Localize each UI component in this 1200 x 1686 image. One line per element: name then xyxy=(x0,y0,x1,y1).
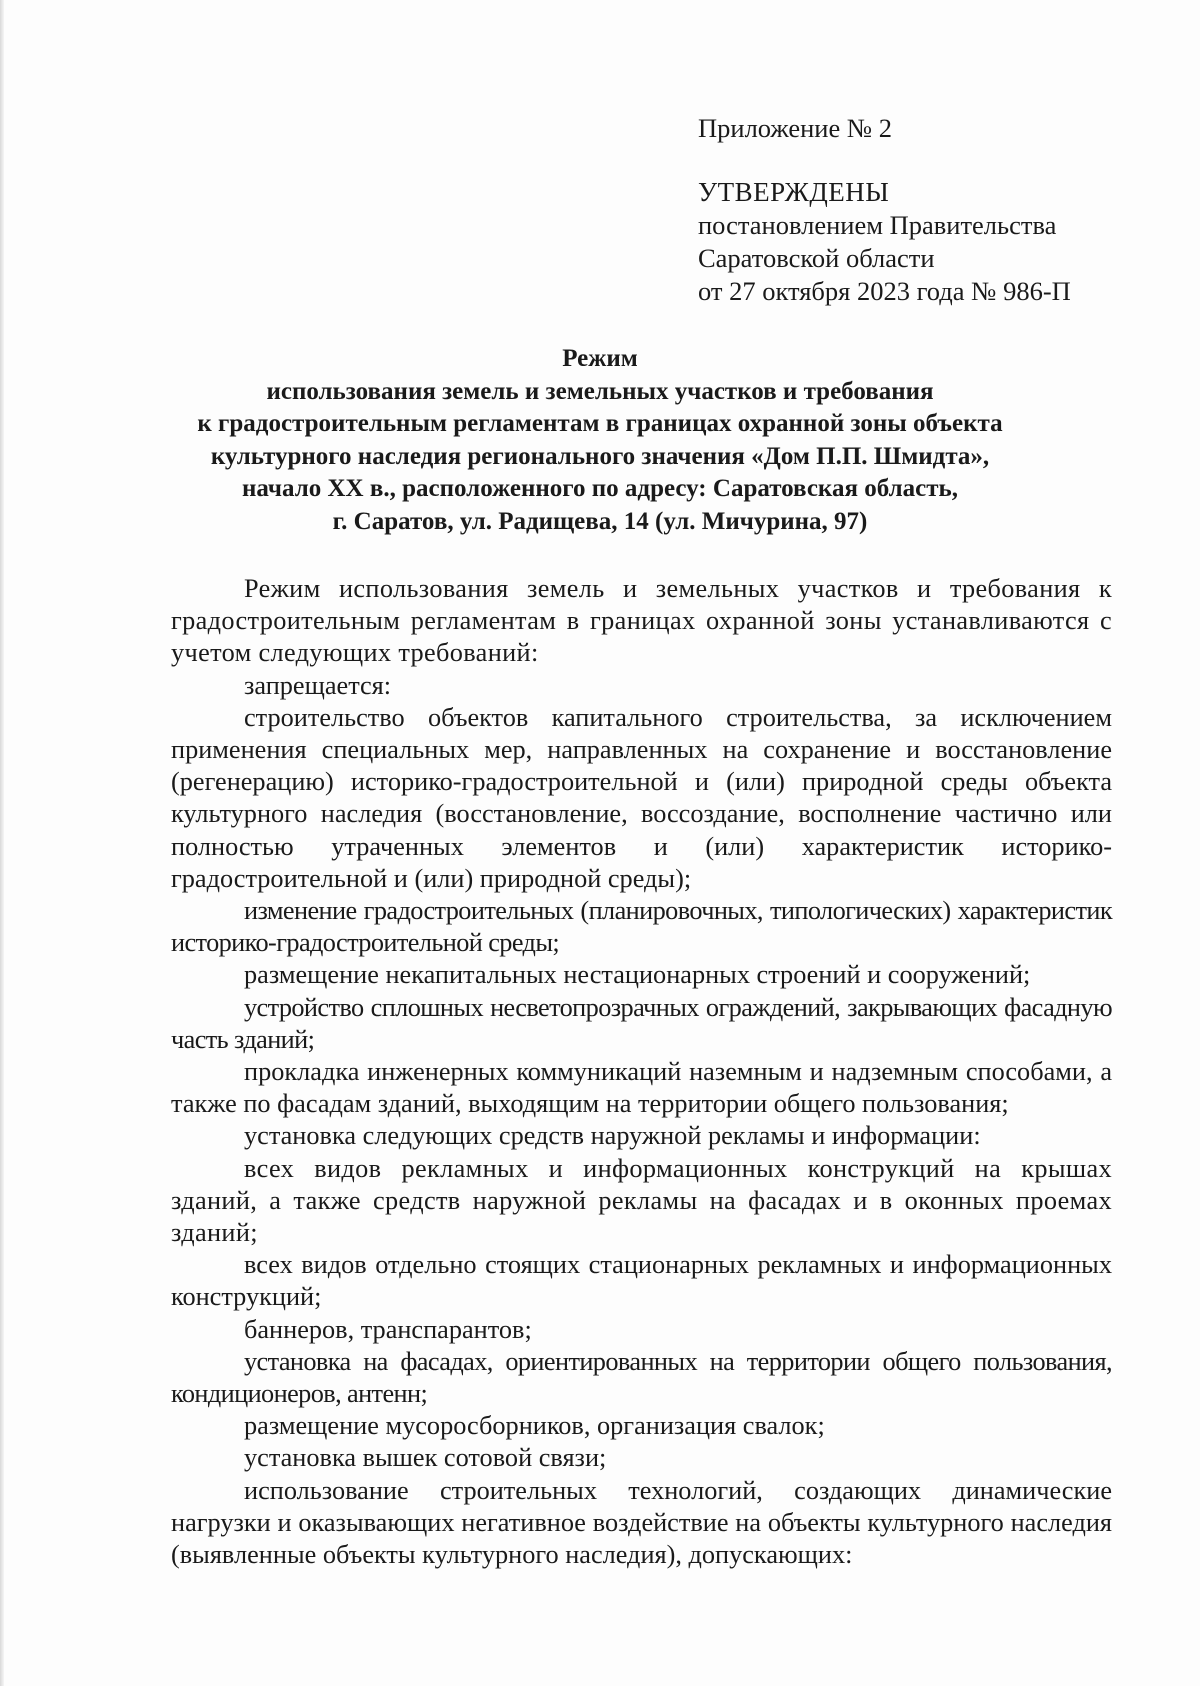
body-paragraph: изменение градостроительных (планировочных, типологических) характеристик историко-градостроительной среды; xyxy=(171,896,1112,958)
approval-line: от 27 октября 2023 года № 986-П xyxy=(698,276,1071,306)
scan-edge xyxy=(0,0,4,1686)
approval-line: постановлением Правительства xyxy=(698,210,1057,240)
approved-label: УТВЕРЖДЕНЫ xyxy=(698,177,890,207)
body-paragraph: всех видов отдельно стоящих стационарных рекламных и информационных конструкций; xyxy=(171,1250,1112,1312)
body-paragraph: размещение мусоросборников, организация свалок; xyxy=(244,1411,825,1441)
body-paragraph: всех видов рекламных и информационных конструкций на крышах зданий, а также средств наружной рекламы на фасадах и в оконных проемах зданий; xyxy=(171,1153,1112,1248)
body-paragraph: Режим использования земель и земельных участков и требования к градостроительным регламентам в границах охранной зоны устанавливаются с учетом следующих требований: xyxy=(171,574,1112,668)
body-paragraph: размещение некапитальных нестационарных строений и сооружений; xyxy=(244,960,1031,990)
document-title xyxy=(150,343,1050,538)
title-line: г. Саратов, ул. Радищева, 14 (ул. Мичурина, 97) xyxy=(332,507,868,535)
title-line: культурного наследия регионального значения «Дом П.П. Шмидта», xyxy=(210,442,990,470)
body-paragraph: использование строительных технологий, создающих динамические нагрузки и оказывающих негативное воздействие на объекты культурного наследия (выявленные объекты культурного наследия), допускающих: xyxy=(171,1475,1112,1570)
body-paragraph: установка следующих средств наружной рекламы и информации: xyxy=(244,1121,981,1151)
body-paragraph: устройство сплошных несветопрозрачных ограждений, закрывающих фасадную часть зданий; xyxy=(171,992,1112,1054)
approval-line: Саратовской области xyxy=(698,243,935,273)
body-paragraph: установка на фасадах, ориентированных на территории общего пользования, кондиционеров, антенн; xyxy=(171,1346,1112,1409)
body-paragraph: прокладка инженерных коммуникаций наземным и надземным способами, а также по фасадам зданий, выходящим на территории общего пользования; xyxy=(171,1057,1112,1119)
title-line: использования земель и земельных участков и требования xyxy=(266,377,934,405)
body-paragraph: строительство объектов капитального строительства, за исключением применения специальных мер, направленных на сохранение и восстановление (регенерацию) историко-градостроительной и (или) природной среды объекта культурного наследия (восстановление, воссоздание, восполнение частично или полностью утраченных элементов и (или) характеристик историко-градостроительной и (или) природной среды); xyxy=(171,702,1112,893)
body-paragraph: баннеров, транспарантов; xyxy=(244,1314,532,1344)
body-paragraph: установка вышек сотовой связи; xyxy=(244,1443,607,1473)
title-line: Режим xyxy=(562,345,638,372)
title-line: к градостроительным регламентам в границах охранной зоны объекта xyxy=(197,410,1003,437)
document-body xyxy=(171,573,1112,1571)
title-line: начало XX в., расположенного по адресу: Саратовская область, xyxy=(242,475,958,502)
approval-block xyxy=(698,112,1158,308)
body-paragraph: запрещается: xyxy=(244,670,392,700)
annex-number: Приложение № 2 xyxy=(698,113,893,143)
